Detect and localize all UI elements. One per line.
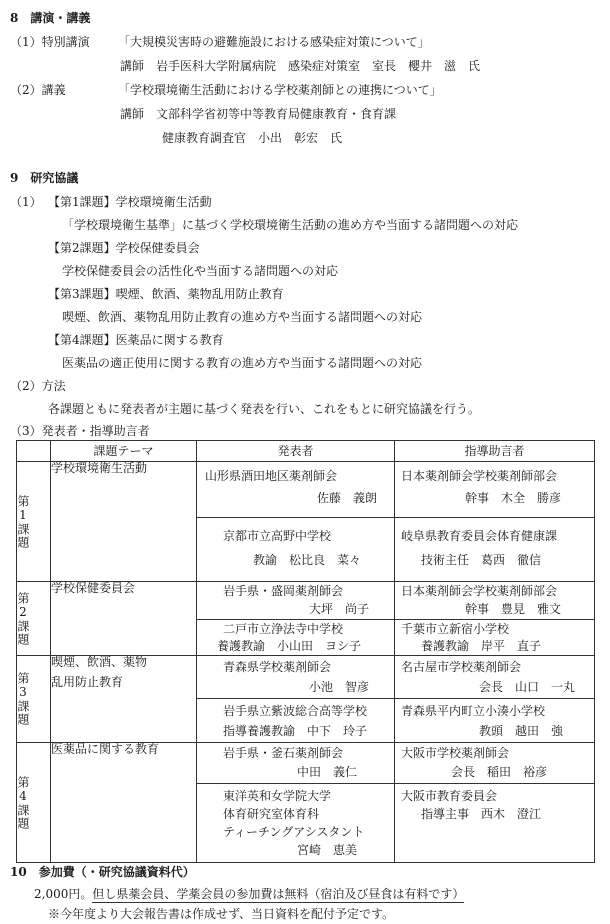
table-row (17, 462, 595, 582)
presenter-cell (197, 783, 394, 862)
presenter-org: 二戸市立浄法寺中学校 (223, 622, 344, 636)
advisor-org: 名古屋市学校薬剤師会 (401, 660, 522, 674)
presenter-cell (197, 462, 394, 517)
presenter-org: 山形県酒田地区薬剤師会 (205, 469, 338, 483)
fee-amount: 2,000円。 (34, 887, 93, 901)
advisor-cell (395, 656, 594, 698)
topic-1-desc: 「学校環境衛生基準」に基づく学校環境衛生活動の進め方や当面する諸問題への対応 (62, 218, 519, 232)
topic-2-desc: 学校保健委員会の活性化や当面する諸問題への対応 (62, 264, 339, 278)
table-header-blank (17, 441, 51, 462)
advisor-cell (395, 783, 594, 862)
presenter-role: ティーチングアシスタント (223, 825, 365, 839)
section-10-heading: 10 参加費（・研究協議資料代） (10, 865, 195, 879)
advisor-cell (395, 619, 594, 655)
presenter-cell (197, 743, 394, 783)
advisor-name: 技術主任 葛西 徹信 (421, 553, 542, 567)
row-theme: 医薬品に関する教育 (51, 742, 160, 756)
advisor-cell (395, 698, 594, 742)
presenter-cell (197, 517, 394, 581)
table-header-advisor: 指導助言者 (395, 441, 595, 462)
topic-4-title: 【第4課題】医薬品に関する教育 (48, 333, 224, 347)
lecture-1-lecturer: 講師 岩手医科大学附属病院 感染症対策室 室長 櫻井 滋 氏 (120, 59, 481, 73)
advisor-cell (395, 517, 594, 581)
presenters-table (16, 440, 595, 863)
row-label: 第3課題 (16, 672, 30, 726)
topic-2-title: 【第2課題】学校保健委員会 (48, 241, 200, 255)
advisor-name: 幹事 木全 勝彦 (465, 491, 562, 505)
presenter-name: 大坪 尚子 (309, 602, 370, 616)
advisor-name: 会長 稲田 裕彦 (451, 765, 548, 779)
presenter-org: 京都市立高野中学校 (223, 529, 332, 543)
table-row (17, 743, 595, 863)
topic-1-title: 【第1課題】学校環境衛生活動 (48, 195, 212, 209)
table-header-row (17, 441, 595, 462)
row-label: 第4課題 (16, 775, 30, 830)
lecture-2-lecturer-title: 健康教育調査官 小出 彰宏 氏 (162, 131, 343, 145)
presenter-dept: 体育研究室体育科 (223, 807, 320, 821)
presenter-name: 中田 義仁 (297, 765, 358, 779)
presenter-cell (197, 619, 394, 655)
row-label: 第1課題 (16, 494, 30, 549)
topic-3-desc: 喫煙、飲酒、薬物乱用防止教育の進め方や当面する諸問題への対応 (62, 310, 423, 324)
advisor-name: 教頭 越田 強 (479, 724, 564, 738)
lecture-1-label: （1）特別講演 (10, 35, 90, 49)
lecture-2-title: 「学校環境衛生活動における学校薬剤師との連携について」 (118, 83, 442, 97)
row-theme: 学校環境衛生活動 (51, 461, 148, 475)
fee-note: 但し県薬会員、学薬会員の参加費は無料（宿泊及び昼食は有料です） (92, 887, 465, 901)
advisor-cell (395, 743, 594, 783)
presenter-org: 岩手県・釜石薬剤師会 (223, 746, 344, 760)
advisor-org: 大阪市学校薬剤師会 (401, 746, 510, 760)
presenter-cell (197, 656, 394, 698)
method-text: 各課題ともに発表者が主題に基づく発表を行い、これをもとに研究協議を行う。 (48, 402, 481, 416)
presenter-name: 佐藤 義朗 (317, 491, 378, 505)
presenter-cell (197, 582, 394, 619)
advisor-name: 指導主事 西木 澄江 (421, 807, 542, 821)
presenter-name: 宮崎 恵美 (297, 843, 358, 857)
lecture-1-title: 「大規模災害時の避難施設における感染症対策について」 (118, 35, 430, 49)
presenter-name: 教諭 松比良 菜々 (253, 553, 362, 567)
row-label: 第2課題 (16, 591, 30, 646)
topic-3-title: 【第3課題】喫煙、飲酒、薬物乱用防止教育 (48, 287, 284, 301)
advisor-cell (395, 582, 594, 619)
item-1-label: （1） (10, 195, 42, 209)
advisor-org: 日本薬剤師会学校薬剤師部会 (401, 584, 558, 598)
advisor-org: 千葉市立新宿小学校 (401, 622, 510, 636)
advisor-org: 日本薬剤師会学校薬剤師部会 (401, 469, 558, 483)
row-theme: 学校保健委員会 (51, 581, 136, 595)
row-theme: 喫煙、飲酒、薬物 (51, 655, 148, 669)
presenter-name: 養護教諭 小山田 ヨシ子 (217, 639, 362, 653)
presenter-cell (197, 698, 394, 742)
presenter-name: 指導養護教諭 中下 玲子 (223, 724, 368, 738)
lecture-2-label: （2）講義 (10, 83, 66, 97)
lecture-2-lecturer: 講師 文部科学省初等中等教育局健康教育・食育課 (120, 107, 397, 121)
presenters-label: （3）発表者・指導助言者 (10, 424, 150, 438)
advisor-org: 大阪市教育委員会 (401, 789, 498, 803)
table-header-theme: 課題テーマ (51, 441, 197, 462)
presenter-name: 小池 智彦 (309, 680, 370, 694)
presenter-org: 青森県学校薬剤師会 (223, 660, 332, 674)
advisor-name: 会長 山口 一丸 (479, 680, 576, 694)
table-header-presenter: 発表者 (197, 441, 395, 462)
advisor-org: 青森県平内町立小湊小学校 (401, 704, 546, 718)
section-8-heading: 8 講演・講義 (10, 11, 91, 25)
fee-text (34, 888, 464, 900)
table-row (17, 582, 595, 656)
advisor-name: 幹事 豊見 雅文 (465, 602, 562, 616)
report-note: ※今年度より大会報告書は作成せず、当日資料を配付予定です。 (48, 907, 395, 921)
advisor-org: 岐阜県教育委員会体育健康課 (401, 529, 558, 543)
method-label: （2）方法 (10, 379, 66, 393)
advisor-name: 養護教諭 岸平 直子 (421, 639, 542, 653)
presenter-org: 東洋英和女学院大学 (223, 789, 332, 803)
advisor-cell (395, 462, 594, 517)
presenter-org: 岩手県立紫波総合高等学校 (223, 704, 368, 718)
section-9-heading: 9 研究協議 (10, 171, 79, 185)
presenter-org: 岩手県・盛岡薬剤師会 (223, 584, 344, 598)
topic-4-desc: 医薬品の適正使用に関する教育の進め方や当面する諸問題への対応 (62, 356, 423, 370)
row-theme: 乱用防止教育 (51, 675, 124, 689)
table-row (17, 656, 595, 743)
